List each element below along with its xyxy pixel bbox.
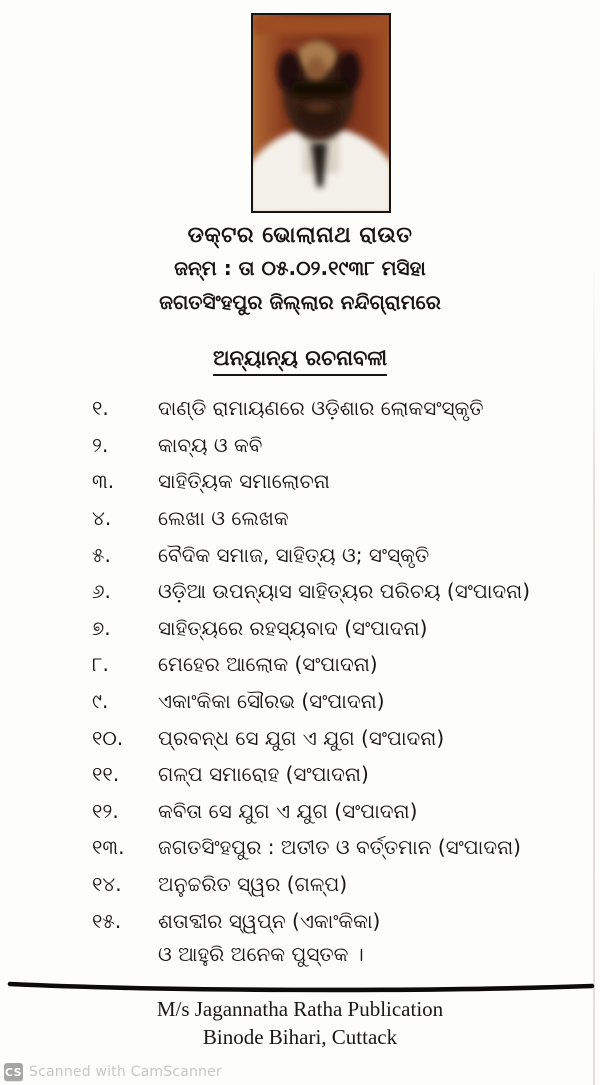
work-title: ଗଳ୍ପ ସମାରୋହ (ସଂପାଦନା) [158, 762, 369, 787]
work-item [92, 829, 562, 866]
work-item [92, 756, 562, 793]
birth-place-line: ଜଗତସିଂହପୁର ଜିଲ୍ଲାର ନନ୍ଦିଗ୍ରାମରେ [159, 290, 441, 314]
work-number: ୬. [92, 579, 111, 604]
portrait-photo-art [253, 15, 389, 211]
publisher-block [0, 995, 600, 1051]
work-title: ମେହେର ଆଲୋକ (ସଂପାଦନା) [158, 652, 378, 677]
works-list [92, 390, 562, 939]
work-item [92, 427, 562, 464]
work-title: ସାହିତ୍ୟିକ ସମାଲୋଚନା [158, 469, 330, 494]
author-name: ଡକ୍ଟର ଭୋଲାନାଥ ରାଉତ [187, 223, 413, 248]
work-number: ୧୪. [92, 872, 122, 897]
bio-block [0, 221, 600, 319]
scan-page-edge [593, 260, 595, 1085]
section-heading-wrap [0, 346, 600, 376]
works-footnote: ଓ ଆହୁରି ଅନେକ ପୁସ୍ତକ । [158, 942, 364, 966]
work-number: ୫. [92, 542, 111, 567]
work-item [92, 573, 562, 610]
publisher-address: Binode Bihari, Cuttack [202, 1025, 398, 1049]
section-heading: ଅନ୍ୟାନ୍ୟ ରଚନାବଳୀ [213, 346, 387, 376]
work-title: ଦାଣ୍ଡି ରାମାୟଣରେ ଓଡ଼ିଶାର ଲୋକସଂସ୍କୃତି [158, 396, 484, 421]
work-item [92, 500, 562, 537]
work-item [92, 646, 562, 683]
portrait-photo [251, 13, 391, 213]
work-title: ଅନୁଚ୍ଚରିତ ସ୍ୱର (ଗଳ୍ପ) [158, 872, 348, 897]
work-title: କାବ୍ୟ ଓ କବି [158, 432, 263, 457]
work-number: ୧୦. [92, 725, 124, 750]
camscanner-text: Scanned with CamScanner [29, 1064, 222, 1080]
work-number: ୪. [92, 506, 112, 531]
work-number: ୭. [92, 615, 111, 640]
work-item [92, 610, 562, 647]
work-title: ଓଡ଼ିଆ ଉପନ୍ୟାସ ସାହିତ୍ୟର ପରିଚୟ (ସଂପାଦନା) [158, 579, 531, 604]
work-title: ଏକାଂକିକା ସୌରଭ (ସଂପାଦନା) [158, 689, 385, 714]
work-item [92, 793, 562, 830]
work-number: ୧୧. [92, 762, 120, 787]
work-title: ବୈଦିକ ସମାଜ, ସାହିତ୍ୟ ଓ; ସଂସ୍କୃତି [158, 542, 430, 567]
work-title: ଜଗତସିଂହପୁର : ଅତୀତ ଓ ବର୍ତ୍ତମାନ (ସଂପାଦନା) [158, 835, 521, 860]
work-item [92, 536, 562, 573]
work-number: ୨. [92, 432, 109, 457]
work-title: ଶତାବ୍ଦୀର ସ୍ୱପ୍ନ (ଏକାଂକିକା) [158, 908, 381, 933]
work-number: ୧୩. [92, 835, 125, 860]
work-title: ସାହିତ୍ୟରେ ରହସ୍ୟବାଦ (ସଂପାଦନା) [158, 615, 428, 640]
camscanner-watermark [4, 1063, 222, 1081]
work-item [92, 390, 562, 427]
work-item [92, 683, 562, 720]
work-number: ୩. [92, 469, 115, 494]
work-title: ପ୍ରବନ୍ଧ ସେ ଯୁଗ ଏ ଯୁଗ (ସଂପାଦନା) [158, 725, 445, 750]
publisher-name: M/s Jagannatha Ratha Publication [156, 997, 444, 1021]
work-item [92, 866, 562, 903]
work-item [92, 719, 562, 756]
work-item [92, 463, 562, 500]
camscanner-icon: CS [4, 1063, 23, 1081]
work-item [92, 902, 562, 939]
work-title: କବିତା ସେ ଯୁଗ ଏ ଯୁଗ (ସଂପାଦନା) [158, 798, 418, 823]
work-number: ୧. [92, 396, 109, 421]
work-title: ଲେଖା ଓ ଲେଖକ [158, 506, 289, 531]
work-number: ୯. [92, 689, 109, 714]
work-number: ୧୫. [92, 908, 122, 933]
work-number: ୮. [92, 652, 109, 677]
birth-date-line: ଜନ୍ମ : ତା ୦୫.୦୨.୧୯୩୮ ମସିହା [174, 256, 426, 280]
work-number: ୧୨. [92, 798, 119, 823]
